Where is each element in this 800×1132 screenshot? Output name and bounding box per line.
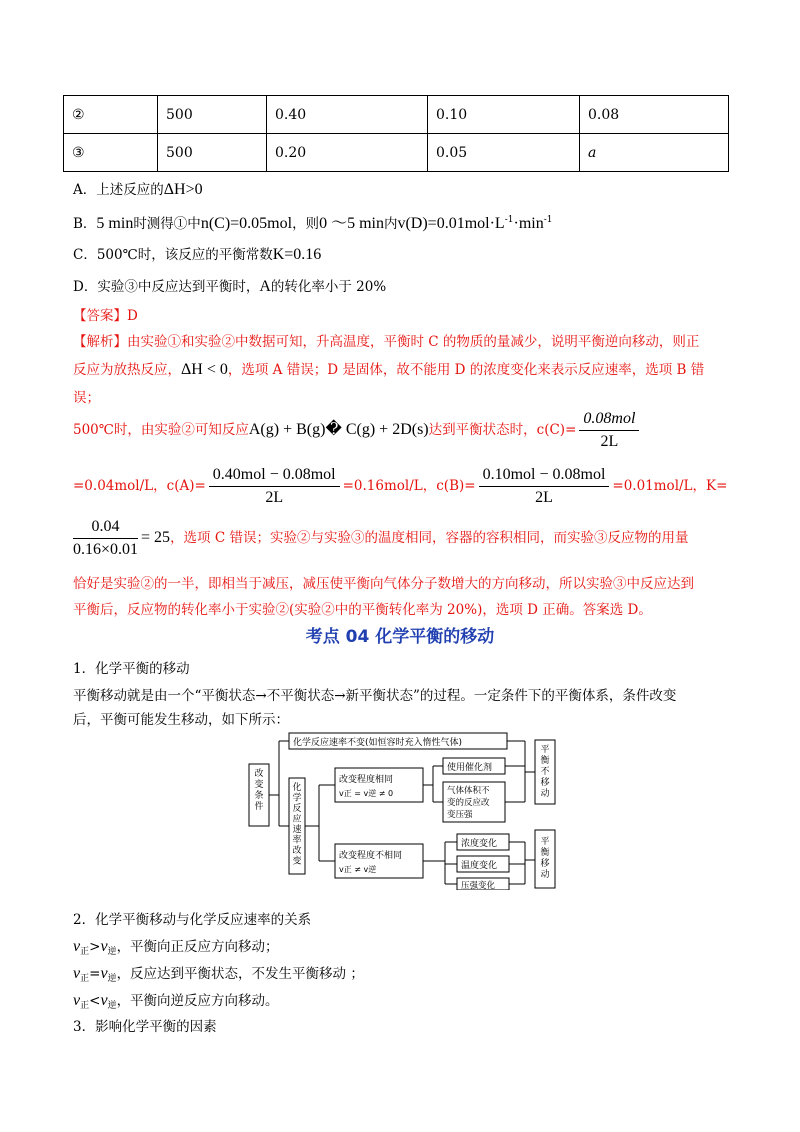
analysis-line xyxy=(73,386,100,406)
diagram-char: 率 xyxy=(292,835,302,846)
fraction xyxy=(579,410,639,451)
conc-label: 浓度变化 xyxy=(461,839,498,849)
analysis-text: =0.01mol/L，K= xyxy=(612,478,728,494)
math-expr: ΔH < 0 xyxy=(181,361,228,378)
superscript: -1 xyxy=(543,215,553,225)
diagram-char: 移 xyxy=(540,778,550,788)
table-cell: 0.05 xyxy=(428,134,580,172)
fraction-denominator: 2L xyxy=(600,433,619,450)
diagram-char: 平 xyxy=(540,745,550,755)
option-text: B． xyxy=(73,216,97,232)
diagram-char: 速 xyxy=(292,825,302,835)
fraction-denominator: 2L xyxy=(535,489,553,506)
analysis-text: 500℃时，由实验②可知反应 xyxy=(73,422,249,438)
v-symbol: v xyxy=(73,965,81,982)
option-text: 内 xyxy=(383,216,398,232)
math-expr: ·min xyxy=(513,215,544,232)
diagram-char: 反 xyxy=(292,804,302,814)
math-expr: 5 min xyxy=(96,215,134,232)
table-cell: 500 xyxy=(158,96,267,134)
analysis-text: ，选项 C 错误；实验②与实验③的温度相同，容器的容积相同，而实验③反应物的用量 xyxy=(170,530,689,546)
diagram-char: 衡 xyxy=(540,756,550,766)
analysis-line xyxy=(73,466,727,507)
option-text: 的转化率小于 20% xyxy=(270,279,387,295)
diagram-char: 化 xyxy=(292,783,302,793)
v-symbol: v xyxy=(73,992,81,1009)
relation-line xyxy=(73,935,279,957)
table-row xyxy=(64,96,729,134)
fraction-denominator: 2L xyxy=(265,489,284,506)
top-label: 化学反应速率不变(如恒容时充入惰性气体) xyxy=(293,738,463,748)
math-expr: ΔH>0 xyxy=(163,181,203,198)
operator: < xyxy=(89,993,101,1009)
analysis-line xyxy=(73,410,642,451)
fraction xyxy=(73,518,138,559)
analysis-line xyxy=(73,330,699,350)
pressure-line1: 气体体积不 xyxy=(447,786,490,796)
diff-eq: v正 ≠ v逆 xyxy=(339,865,377,874)
heading-3: 3．影响化学平衡的因素 xyxy=(73,1019,217,1035)
catalyst-label: 使用催化剂 xyxy=(447,763,493,773)
diagram-char: 变 xyxy=(254,780,264,790)
paragraph: 平衡移动就是由一个“平衡状态→不平衡状态→新平衡状态”的过程。一定条件下的平衡体系，条件改变 xyxy=(73,688,677,704)
diagram-char: 不 xyxy=(540,767,550,777)
analysis-text: =0.16mol/L，c(B)= xyxy=(342,478,476,494)
section-title: 考点 04 化学平衡的移动 xyxy=(305,627,495,647)
option-text: ，则 xyxy=(292,216,320,232)
analysis-line: 平衡后，反应物的转化率小于实验②(实验②中的平衡转化率为 20%)，选项 D 正确。答案选 D。 xyxy=(73,602,652,618)
analysis-label: 【解析】 xyxy=(73,334,127,350)
data-table xyxy=(63,95,729,172)
fraction-numerator: 0.08mol xyxy=(579,410,639,431)
pressure-line2: 变的反应改 xyxy=(447,798,490,808)
fraction-numerator: 0.10mol − 0.08mol xyxy=(479,466,610,487)
heading-1: 1．化学平衡的移动 xyxy=(73,661,190,677)
math-expr: n(C)=0.05mol xyxy=(200,215,293,232)
answer-label: 【答案】 xyxy=(73,308,127,324)
diagram-char: 衡 xyxy=(540,848,550,858)
pressure-line3: 变压强 xyxy=(447,810,473,820)
diagram-char: 动 xyxy=(540,870,550,880)
option-a xyxy=(73,178,203,199)
option-text: D．实验③中反应达到平衡时， xyxy=(73,279,260,295)
no-shift-label xyxy=(540,744,549,799)
paragraph: 后，平衡可能发生移动，如下所示： xyxy=(73,712,289,728)
table-cell: 0.20 xyxy=(267,134,428,172)
same-eq: v正 = v逆 ≠ 0 xyxy=(339,789,394,798)
table-cell: 0.08 xyxy=(580,96,729,134)
table-cell: 500 xyxy=(158,134,267,172)
operator: = xyxy=(89,966,101,982)
diagram-char: 平 xyxy=(540,837,550,847)
math-expr: v(D)=0.01mol·L xyxy=(397,215,505,232)
subscript: 逆 xyxy=(107,1001,117,1011)
v-symbol: v xyxy=(100,992,108,1009)
option-c xyxy=(73,243,321,264)
analysis-text: 由实验①和实验②中数据可知，升高温度，平衡时 C 的物质的量减少，说明平衡逆向移动，则正 xyxy=(127,334,700,350)
analysis-text: ，选项 A 错误；D 是固体，故不能用 D 的浓度变化来表示反应速率，选项 B 错 xyxy=(227,362,705,378)
relation-line xyxy=(73,989,279,1011)
shift-label xyxy=(540,836,549,880)
analysis-text: 反应为放热反应， xyxy=(73,362,181,378)
heading-2: 2．化学平衡移动与化学反应速率的关系 xyxy=(73,912,312,928)
diagram-char: 改 xyxy=(292,846,302,856)
fraction-numerator: 0.40mol − 0.08mol xyxy=(209,466,340,487)
middle-label xyxy=(292,781,301,867)
table-cell: 0.10 xyxy=(428,96,580,134)
fraction-denominator: 0.16×0.01 xyxy=(73,541,139,558)
fraction xyxy=(209,466,340,507)
same-label: 改变程度相同 xyxy=(339,775,394,785)
diagram-char: 变 xyxy=(292,856,302,867)
v-symbol: v xyxy=(100,965,108,982)
math-expr: = 25 xyxy=(141,529,171,546)
equilibrium-shift-diagram xyxy=(245,730,565,890)
fraction-numerator: 0.04 xyxy=(73,518,138,539)
diagram-char: 件 xyxy=(254,802,264,812)
diagram-char: 改 xyxy=(254,769,264,779)
reaction-equation: A(g) + B(g)� C(g) + 2D(s) xyxy=(248,421,429,438)
analysis-text: 误； xyxy=(73,390,100,406)
answer xyxy=(73,304,138,324)
relation-line xyxy=(73,962,364,984)
temp-label: 温度变化 xyxy=(461,861,498,871)
table-cell: ② xyxy=(64,96,158,134)
relation-text: ，平衡向逆反应方向移动。 xyxy=(116,993,279,1009)
table-cell: a xyxy=(580,134,729,172)
v-symbol: v xyxy=(73,938,81,955)
press-label: 压强变化 xyxy=(461,881,496,890)
diagram-char: 学 xyxy=(292,793,302,804)
relation-text: ，平衡向正反应方向移动； xyxy=(116,939,279,955)
analysis-line xyxy=(73,518,688,559)
option-text: A．上述反应的 xyxy=(73,182,164,198)
subscript: 正 xyxy=(80,1001,90,1011)
root-label xyxy=(254,767,263,812)
relation-text: ，反应达到平衡状态，不发生平衡移动 ； xyxy=(116,966,364,982)
table-row xyxy=(64,134,729,172)
math-expr: A xyxy=(259,278,271,295)
option-text: 时测得①中 xyxy=(133,216,201,232)
subscript: 正 xyxy=(80,947,90,957)
diagram-char: 动 xyxy=(540,789,550,799)
subscript: 逆 xyxy=(107,947,117,957)
analysis-text: 达到平衡状态时，c(C)= xyxy=(428,422,577,438)
analysis-line: 恰好是实验②的一半，即相当于减压，减压使平衡向气体分子数增大的方向移动，所以实验③中反应达到 xyxy=(73,576,694,592)
math-expr: 0 ～5 min xyxy=(319,215,384,232)
option-d xyxy=(73,275,386,296)
subscript: 正 xyxy=(80,974,90,984)
diff-label: 改变程度不相同 xyxy=(339,851,403,861)
analysis-line xyxy=(73,358,704,379)
fraction xyxy=(479,466,610,507)
table-cell: 0.40 xyxy=(267,96,428,134)
table-cell: ③ xyxy=(64,134,158,172)
diagram-char: 条 xyxy=(254,791,264,801)
diagram-char: 应 xyxy=(292,814,302,825)
option-b xyxy=(73,210,552,233)
answer-value: D xyxy=(127,308,138,324)
subscript: 逆 xyxy=(107,974,117,984)
option-text: C．500℃时，该反应的平衡常数 xyxy=(73,247,273,263)
diagram-char: 移 xyxy=(540,859,550,869)
analysis-text: =0.04mol/L，c(A)= xyxy=(73,478,206,494)
superscript: -1 xyxy=(504,215,514,225)
operator: > xyxy=(89,939,101,955)
v-symbol: v xyxy=(100,938,108,955)
math-expr: K=0.16 xyxy=(272,246,322,263)
